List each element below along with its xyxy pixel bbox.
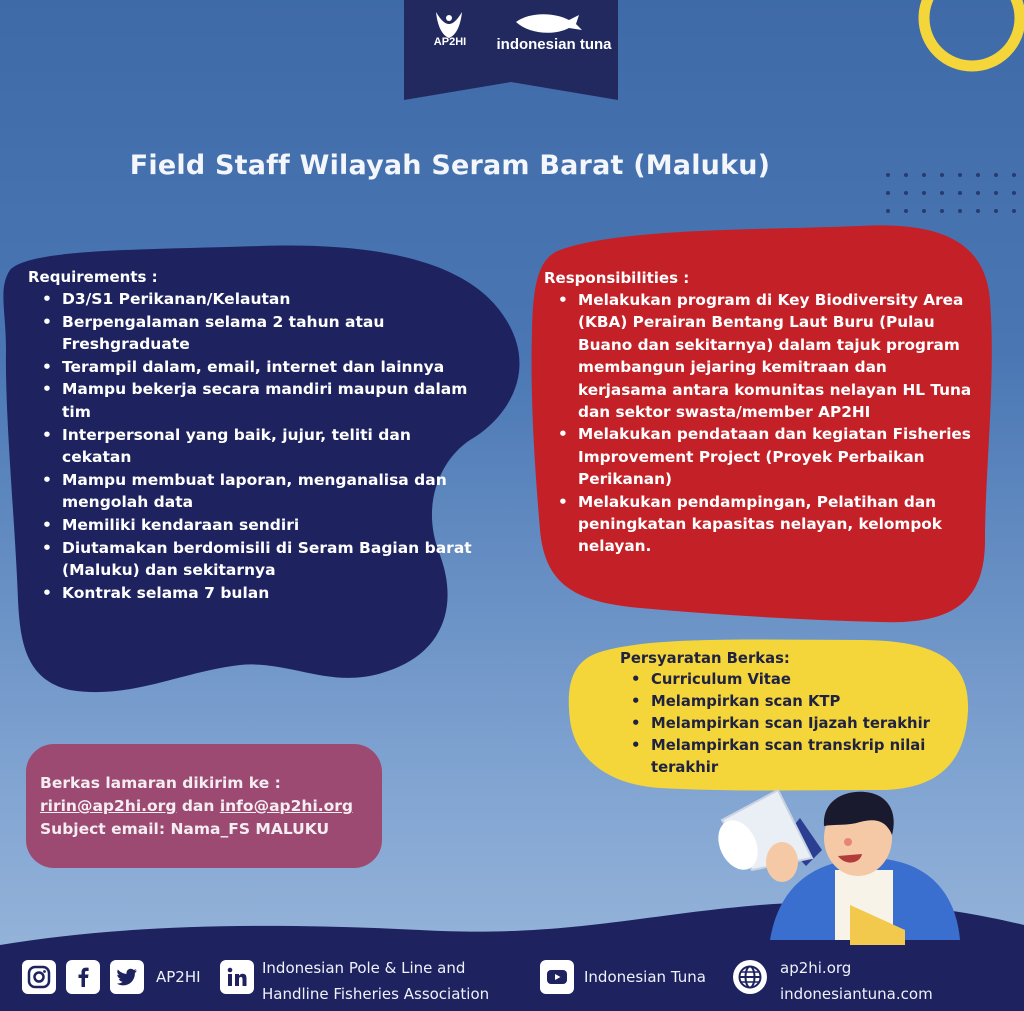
berkas-section xyxy=(620,650,960,779)
list-item: • Mampu membuat laporan, menganalisa dan mengolah data xyxy=(62,469,478,514)
website-link-ap2hi[interactable]: ap2hi.org xyxy=(780,959,852,977)
contact-intro: Berkas lamaran dikirim ke : xyxy=(40,774,281,792)
globe-icon[interactable] xyxy=(733,960,767,994)
social-handle: AP2HI xyxy=(156,968,201,986)
decorative-ring xyxy=(924,0,1020,66)
list-item: • Melampirkan scan KTP xyxy=(651,691,960,713)
list-item: • Terampil dalam, email, internet dan lainnya xyxy=(62,356,478,379)
responsibilities-list xyxy=(544,289,974,558)
requirements-heading: Requirements : xyxy=(28,268,158,286)
website-link-indonesiantuna[interactable]: indonesiantuna.com xyxy=(780,985,933,1003)
list-item: • Melampirkan scan Ijazah terakhir xyxy=(651,713,960,735)
page-title: Field Staff Wilayah Seram Barat (Maluku) xyxy=(129,150,771,181)
list-item: • Berpengalaman selama 2 tahun atau Freshgraduate xyxy=(62,311,478,356)
dot-grid xyxy=(886,173,1016,213)
list-item: • Mampu bekerja secara mandiri maupun dalam tim xyxy=(62,378,478,423)
list-item: • Melakukan pendataan dan kegiatan Fisheries Improvement Project (Proyek Perbaikan Perikanan) xyxy=(578,423,974,490)
list-item: • Melampirkan scan transkrip nilai terakhir xyxy=(651,735,960,779)
list-item: • Interpersonal yang baik, jujur, teliti dan cekatan xyxy=(62,424,478,469)
berkas-list xyxy=(620,669,960,779)
list-item: • D3/S1 Perikanan/Kelautan xyxy=(62,288,478,311)
requirements-section xyxy=(28,268,478,604)
footer xyxy=(0,955,1024,1011)
berkas-heading: Persyaratan Berkas: xyxy=(620,650,790,667)
linkedin-icon[interactable] xyxy=(220,960,254,994)
facebook-icon[interactable] xyxy=(66,960,100,994)
youtube-name: Indonesian Tuna xyxy=(584,968,706,986)
youtube-icon[interactable] xyxy=(540,960,574,994)
linkedin-name-line2: Handline Fisheries Association xyxy=(262,985,490,1003)
email-joiner: dan xyxy=(181,797,215,815)
requirements-list xyxy=(28,288,478,604)
contact-section xyxy=(40,772,380,841)
linkedin-name-line1: Indonesian Pole & Line and xyxy=(262,959,466,977)
email-link-ririn[interactable]: ririn@ap2hi.org xyxy=(40,797,177,815)
list-item: • Kontrak selama 7 bulan xyxy=(62,582,478,605)
twitter-icon[interactable] xyxy=(110,960,144,994)
indonesian-tuna-logo-text: indonesian tuna xyxy=(496,36,612,53)
email-link-info[interactable]: info@ap2hi.org xyxy=(219,797,354,815)
ap2hi-logo-text: AP2HI xyxy=(433,36,467,48)
responsibilities-section xyxy=(544,269,974,558)
list-item: • Diutamakan berdomisili di Seram Bagian barat (Maluku) dan sekitarnya xyxy=(62,537,478,582)
list-item: • Melakukan pendampingan, Pelatihan dan peningkatan kapasitas nelayan, kelompok nelayan. xyxy=(578,491,974,558)
email-subject: Subject email: Nama_FS MALUKU xyxy=(40,820,330,838)
list-item: • Curriculum Vitae xyxy=(651,669,960,691)
instagram-icon[interactable] xyxy=(22,960,56,994)
list-item: • Memiliki kendaraan sendiri xyxy=(62,514,478,537)
list-item: • Melakukan program di Key Biodiversity Area (KBA) Perairan Bentang Laut Buru (Pulau Buano dan sekitarnya) dalam tajuk program membangun jejaring kemitraan dan kerjasama antara komunitas nelayan HL Tuna dan sektor swasta/member AP2HI xyxy=(578,289,974,423)
contact-emails xyxy=(40,795,380,818)
logo-banner xyxy=(404,0,618,100)
responsibilities-heading: Responsibilities : xyxy=(544,269,690,287)
